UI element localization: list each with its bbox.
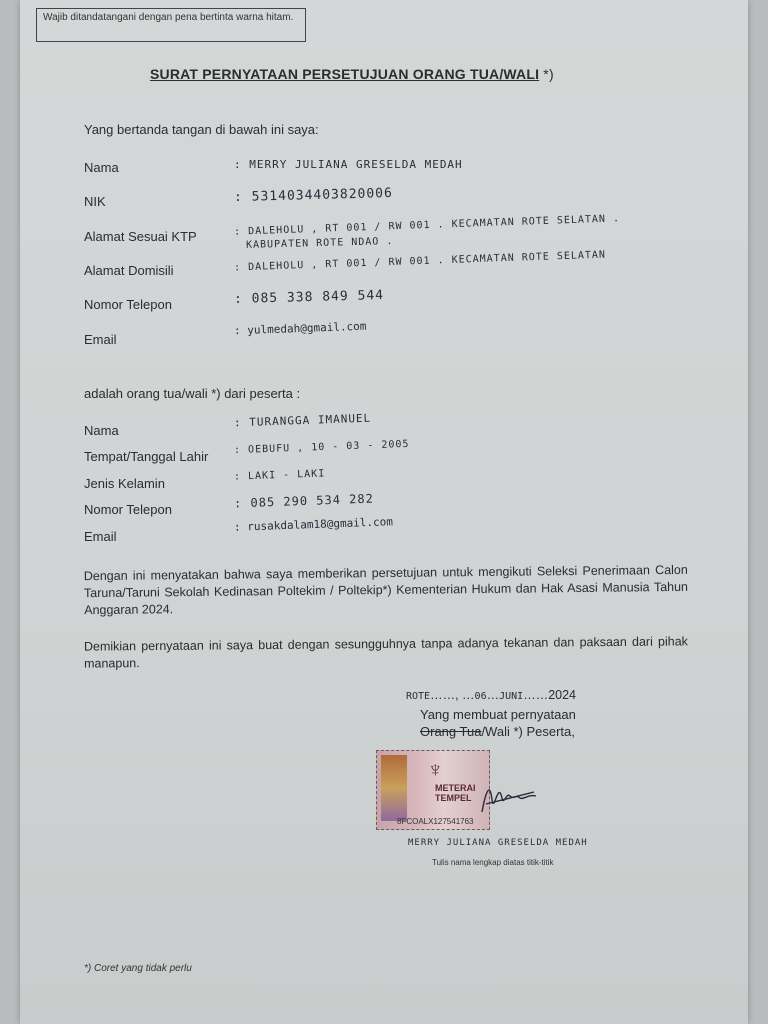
parent-email-value: : yulmedah@gmail.com (233, 319, 367, 338)
label-parent-nik: NIK (84, 194, 106, 209)
label-parent-email: Email (84, 332, 117, 347)
label-parent-phone: Nomor Telepon (84, 297, 172, 312)
parent-address-dom-value: : DALEHOLU , RT 001 / RW 001 . KECAMATAN ROTE SELATAN (233, 249, 607, 274)
participant-email-value: : rusakdalam18@gmail.com (233, 515, 394, 534)
label-parent-name: Nama (84, 160, 119, 175)
parent-phone-value: : 085 338 849 544 (233, 288, 385, 307)
sign-place: ROTE (406, 691, 431, 702)
title-text: SURAT PERNYATAAN PERSETUJUAN ORANG TUA/WALI (150, 66, 540, 82)
consent-paragraph: Dengan ini menyatakan bahwa saya memberikan persetujuan untuk mengikuti Seleksi Penerimaan Calon Taruna/Taruni Sekolah Kedinasan Poltekim / Poltekip*) Kementerian Hukum dan Hak Asasi Manusia Tahun Anggaran 2024. (83, 562, 689, 618)
title-suffix: *) (539, 66, 554, 82)
label-participant-phone: Nomor Telepon (84, 502, 172, 517)
sign-line-1: Yang membuat pernyataan (420, 707, 576, 722)
participant-gender-value: : LAKI - LAKI (233, 468, 326, 483)
participant-birth-value: : OEBUFU , 10 - 03 - 2005 (233, 438, 410, 457)
garuda-emblem-icon: ♆ (427, 757, 444, 782)
stamp-hologram (381, 755, 407, 821)
parent-address-ktp-value-2: KABUPATEN ROTE NDAO . (245, 236, 394, 251)
participant-name-value: : TURANGGA IMANUEL (233, 411, 372, 430)
intro-text: Yang bertanda tangan di bawah ini saya: (84, 122, 319, 137)
document-title (150, 66, 554, 82)
meterai-stamp (376, 750, 490, 830)
signing-instruction-box (36, 8, 306, 42)
participant-phone-value: : 085 290 534 282 (233, 491, 375, 511)
name-hint: Tulis nama lengkap diatas titik-titik (432, 858, 554, 867)
label-participant-email: Email (84, 529, 117, 544)
sign-line-2-rest: /Wali *) Peserta, (481, 724, 575, 739)
label-parent-address-dom: Alamat Domisili (84, 263, 174, 278)
middle-text: adalah orang tua/wali *) dari peserta : (84, 386, 301, 401)
footnote: *) Coret yang tidak perlu (84, 963, 192, 974)
parent-nik-value: : 5314034403820006 (233, 185, 394, 206)
struck-option: Orang Tua (420, 724, 482, 739)
stamp-code: 8FCOALX127541763 (397, 817, 474, 826)
sign-line-2 (420, 724, 575, 739)
handwritten-signature (476, 770, 546, 830)
parent-address-ktp-value: : DALEHOLU , RT 001 / RW 001 . KECAMATAN ROTE SELATAN . (233, 213, 621, 238)
sign-day: 06 (474, 691, 487, 702)
signing-instruction: Wajib ditandatangani dengan pena bertinta warna hitam. (43, 12, 294, 23)
sign-date-line: ROTE……, …06…JUNI……2024 (406, 688, 576, 702)
stamp-label: METERAI TEMPEL (435, 783, 476, 803)
label-participant-gender: Jenis Kelamin (84, 476, 165, 491)
signer-name: MERRY JULIANA GRESELDA MEDAH (408, 838, 588, 848)
label-participant-birth: Tempat/Tanggal Lahir (84, 449, 209, 464)
declaration-paragraph: Demikian pernyataan ini saya buat dengan sesungguhnya tanpa adanya tekanan dan paksaan dari pihak manapun. (83, 634, 688, 671)
label-participant-name: Nama (84, 423, 119, 438)
label-parent-address-ktp: Alamat Sesuai KTP (84, 229, 197, 244)
sign-month: JUNI (499, 691, 524, 702)
sign-year: 2024 (548, 688, 576, 702)
parent-name-value: : MERRY JULIANA GRESELDA MEDAH (234, 158, 463, 171)
